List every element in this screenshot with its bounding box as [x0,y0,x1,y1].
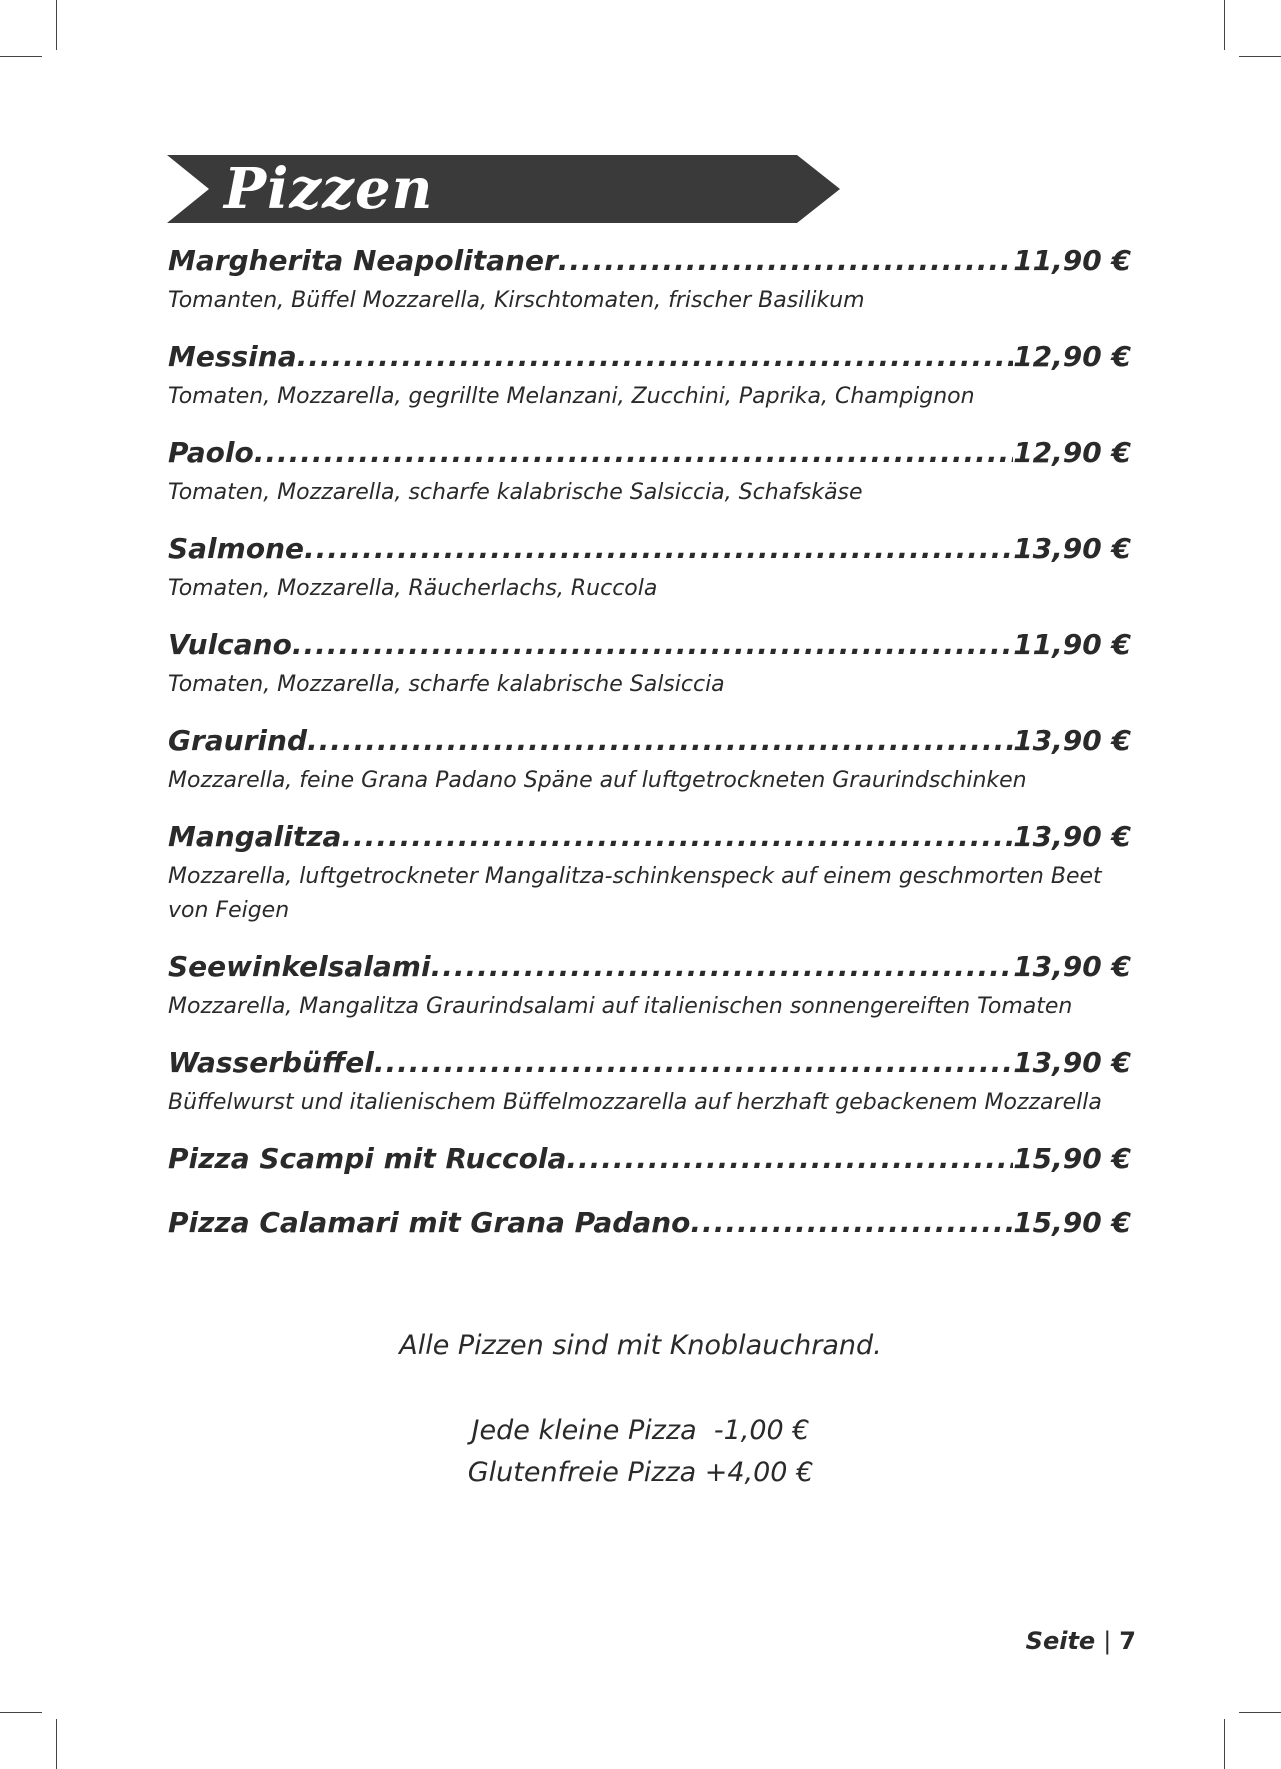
menu-item-price: 13,90 € [1013,820,1131,853]
menu-item-price: 15,90 € [1013,1142,1131,1175]
menu-item [168,622,1131,718]
dot-leader [292,622,1013,668]
menu-item [168,814,1131,944]
page-separator: | [1103,1627,1112,1655]
garlic-crust-note: Alle Pizzen sind mit Knoblauchrand. [399,1330,882,1361]
menu-item-header [168,1040,1131,1086]
menu-item-description: Mozzarella, Mangalitza Graurindsalami auf italienischen sonnengereiften Tomaten [168,994,1073,1019]
menu-item-name: Pizza Scampi mit Ruccola [168,1142,567,1175]
dot-leader [374,1040,1013,1086]
menu-item-description: Tomaten, Mozzarella, scharfe kalabrische Salsiccia [168,672,725,697]
menu-item-price: 13,90 € [1013,532,1131,565]
menu-item [168,718,1131,814]
menu-item-header [168,1136,1131,1182]
menu-item-name: Margherita Neapolitaner [168,244,558,277]
menu-item-price: 12,90 € [1013,436,1131,469]
crop-mark [1224,1719,1225,1769]
menu-item-header [168,814,1131,860]
menu-item-price: 13,90 € [1013,950,1131,983]
dot-leader [690,1200,1013,1246]
menu-item-price: 13,90 € [1013,1046,1131,1079]
dot-leader [254,430,1014,476]
menu-item-description: Tomaten, Mozzarella, Räucherlachs, Ruccola [168,576,658,601]
menu-item-name: Pizza Calamari mit Grana Padano [168,1206,691,1239]
dot-leader [307,718,1013,764]
menu-item [168,238,1131,334]
page-footer [1026,1627,1136,1655]
menu-item [168,1200,1131,1246]
menu-item-price: 12,90 € [1013,340,1131,373]
menu-item-price: 11,90 € [1013,244,1131,277]
crop-mark [1224,0,1225,50]
menu-item [168,944,1131,1040]
menu-item-header [168,1200,1131,1246]
dot-leader [297,334,1014,380]
menu-item-name: Seewinkelsalami [168,950,431,983]
menu-item-header [168,526,1131,572]
page-title: Pizzen [224,156,434,222]
crop-mark [0,1712,42,1713]
menu-item-description: Mozzarella, feine Grana Padano Späne auf luftgetrockneten Graurindschinken [168,768,1027,793]
menu-item-name: Wasserbüffel [168,1046,374,1079]
menu-item-description: Tomaten, Mozzarella, gegrillte Melanzani, Zucchini, Paprika, Champignon [168,384,975,409]
menu-item-price: 13,90 € [1013,724,1131,757]
dot-leader [304,526,1013,572]
menu-item-name: Salmone [168,532,304,565]
crop-mark [1239,56,1281,57]
crop-mark [0,56,42,57]
page-number: 7 [1119,1627,1136,1655]
menu-item-description: Tomanten, Büffel Mozzarella, Kirschtomaten, frischer Basilikum [168,288,865,313]
page-label: Seite [1025,1627,1096,1655]
gluten-free-note: Glutenfreie Pizza +4,00 € [467,1457,814,1488]
menu-item-header [168,718,1131,764]
menu-item-name: Mangalitza [168,820,342,853]
menu-item-description: Büffelwurst und italienischem Büffelmozzarella auf herzhaft gebackenem Mozzarella [168,1090,1102,1115]
menu-item-header [168,944,1131,990]
menu-item-name: Vulcano [168,628,292,661]
dot-leader [566,1136,1013,1182]
menu-item-name: Messina [168,340,297,373]
price-modifiers [0,1410,1281,1494]
menu-item-header [168,238,1131,284]
menu-item [168,334,1131,430]
crop-mark [56,1719,57,1769]
dot-leader [558,238,1013,284]
menu-item-price: 11,90 € [1013,628,1131,661]
menu-item-header [168,334,1131,380]
menu-list [168,238,1131,1264]
small-pizza-note: Jede kleine Pizza -1,00 € [471,1415,810,1446]
menu-item-header [168,430,1131,476]
menu-item-price: 15,90 € [1013,1206,1131,1239]
menu-item [168,526,1131,622]
menu-item-name: Graurind [168,724,308,757]
menu-item [168,430,1131,526]
menu-item-description: Tomaten, Mozzarella, scharfe kalabrische Salsiccia, Schafskäse [168,480,863,505]
crop-mark [56,0,57,50]
menu-item [168,1040,1131,1136]
menu-item-name: Paolo [168,436,254,469]
crop-mark [1239,1712,1281,1713]
menu-item [168,1136,1131,1182]
title-banner [167,155,840,223]
dot-leader [341,814,1013,860]
menu-item-header [168,622,1131,668]
menu-item-description: Mozzarella, luftgetrockneter Mangalitza-schinkenspeck auf einem geschmorten Beet von Feigen [168,864,1102,923]
dot-leader [431,944,1014,990]
